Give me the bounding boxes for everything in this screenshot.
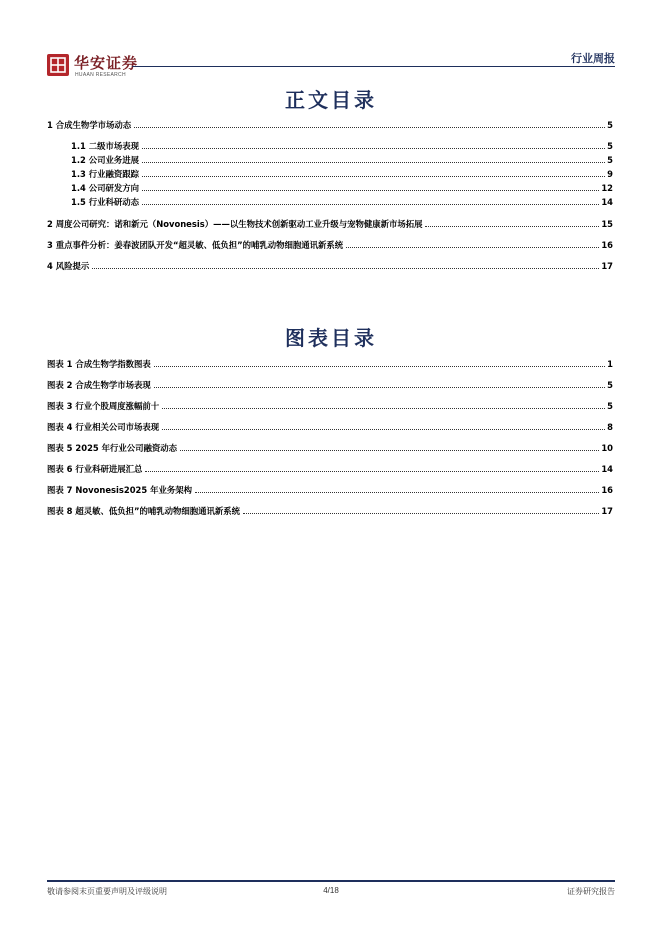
figure-toc-entry-page: 17	[601, 506, 613, 516]
header-divider	[132, 66, 615, 67]
dot-leader	[142, 148, 605, 149]
figure-toc-entry-label: 图表 8 超灵敏、低负担”的哺乳动物细胞通讯新系统	[47, 506, 241, 516]
figure-toc-entry[interactable]	[47, 483, 613, 496]
toc-entry[interactable]	[71, 181, 613, 194]
figure-toc-entry[interactable]	[47, 399, 613, 412]
dot-leader	[195, 492, 599, 493]
toc-entry-page: 5	[607, 141, 613, 151]
toc-entry[interactable]	[47, 217, 613, 230]
toc-entry[interactable]	[71, 139, 613, 152]
toc-entry-label: 1 合成生物学市场动态	[47, 120, 132, 130]
toc-entry[interactable]	[71, 167, 613, 180]
footer-divider	[47, 880, 615, 882]
toc-entry-page: 9	[607, 169, 613, 179]
toc-entry-page: 14	[601, 197, 613, 207]
toc-entry-label: 2 周度公司研究：诺和新元（Novonesis）——以生物技术创新驱动工业升级与宠物健康新市场拓展	[47, 219, 423, 229]
dot-leader	[154, 387, 605, 388]
dot-leader	[145, 471, 599, 472]
dot-leader	[134, 127, 605, 128]
dot-leader	[162, 429, 605, 430]
dot-leader	[346, 247, 599, 248]
report-type: 行业周报	[571, 52, 615, 65]
toc-entry-label: 1.3 行业融资跟踪	[71, 169, 140, 179]
toc-entry-label: 1.4 公司研发方向	[71, 183, 140, 193]
toc-entry-label: 4 风险提示	[47, 261, 90, 271]
footer-report-label: 证券研究报告	[567, 887, 615, 896]
toc-entry[interactable]	[71, 195, 613, 208]
toc-entry-page: 5	[607, 120, 613, 130]
page-indicator: 4/18	[323, 886, 339, 895]
brand-subtitle: HUAAN RESEARCH	[75, 72, 126, 78]
figure-toc-entry-label: 图表 1 合成生物学指数图表	[47, 359, 151, 369]
figure-toc-entry-page: 8	[607, 422, 613, 432]
dot-leader	[180, 450, 599, 451]
dot-leader	[162, 408, 605, 409]
figure-toc-entry-label: 图表 7 Novonesis2025 年业务架构	[47, 485, 192, 495]
figure-toc-entry-label: 图表 5 2025 年行业公司融资动态	[47, 443, 178, 453]
figure-toc-entry[interactable]	[47, 462, 613, 475]
figure-toc-entry-label: 图表 2 合成生物学市场表现	[47, 380, 151, 390]
figure-toc-entry-label: 图表 3 行业个股周度涨幅前十	[47, 401, 160, 411]
dot-leader	[142, 190, 599, 191]
figure-toc-entry-label: 图表 6 行业科研进展汇总	[47, 464, 143, 474]
brand-name: 华安证券	[74, 54, 139, 72]
figure-toc-entry-page: 5	[607, 401, 613, 411]
toc-entry[interactable]	[47, 238, 613, 251]
figure-toc-entry[interactable]	[47, 357, 613, 370]
figure-toc-entry[interactable]	[47, 420, 613, 433]
toc-entry-page: 17	[601, 261, 613, 271]
figure-toc-entry[interactable]	[47, 504, 613, 517]
main-toc-title: 正文目录	[285, 88, 377, 112]
logo-icon	[47, 54, 69, 76]
dot-leader	[142, 176, 605, 177]
dot-leader	[154, 366, 605, 367]
toc-entry-label: 1.2 公司业务进展	[71, 155, 140, 165]
figure-toc-title: 图表目录	[285, 326, 377, 350]
figure-toc-entry[interactable]	[47, 441, 613, 454]
figure-toc-entry-label: 图表 4 行业相关公司市场表现	[47, 422, 160, 432]
footer-disclaimer: 敬请参阅末页重要声明及评级说明	[47, 887, 167, 896]
figure-toc-entry-page: 1	[607, 359, 613, 369]
figure-toc-entry-page: 14	[601, 464, 613, 474]
toc-entry-label: 1.5 行业科研动态	[71, 197, 140, 207]
toc-entry-page: 12	[601, 183, 613, 193]
toc-entry-page: 16	[601, 240, 613, 250]
toc-entry[interactable]	[47, 118, 613, 131]
dot-leader	[142, 204, 599, 205]
dot-leader	[92, 268, 599, 269]
toc-entry-label: 3 重点事件分析：姜春波团队开发“超灵敏、低负担”的哺乳动物细胞通讯新系统	[47, 240, 344, 250]
toc-entry-page: 5	[607, 155, 613, 165]
figure-toc-entry-page: 16	[601, 485, 613, 495]
figure-toc-entry-page: 10	[601, 443, 613, 453]
figure-toc-entry[interactable]	[47, 378, 613, 391]
dot-leader	[142, 162, 605, 163]
toc-entry[interactable]	[47, 259, 613, 272]
dot-leader	[243, 513, 599, 514]
toc-entry-label: 1.1 二级市场表现	[71, 141, 140, 151]
toc-entry[interactable]	[71, 153, 613, 166]
figure-toc-entry-page: 5	[607, 380, 613, 390]
dot-leader	[425, 226, 599, 227]
toc-entry-page: 15	[601, 219, 613, 229]
